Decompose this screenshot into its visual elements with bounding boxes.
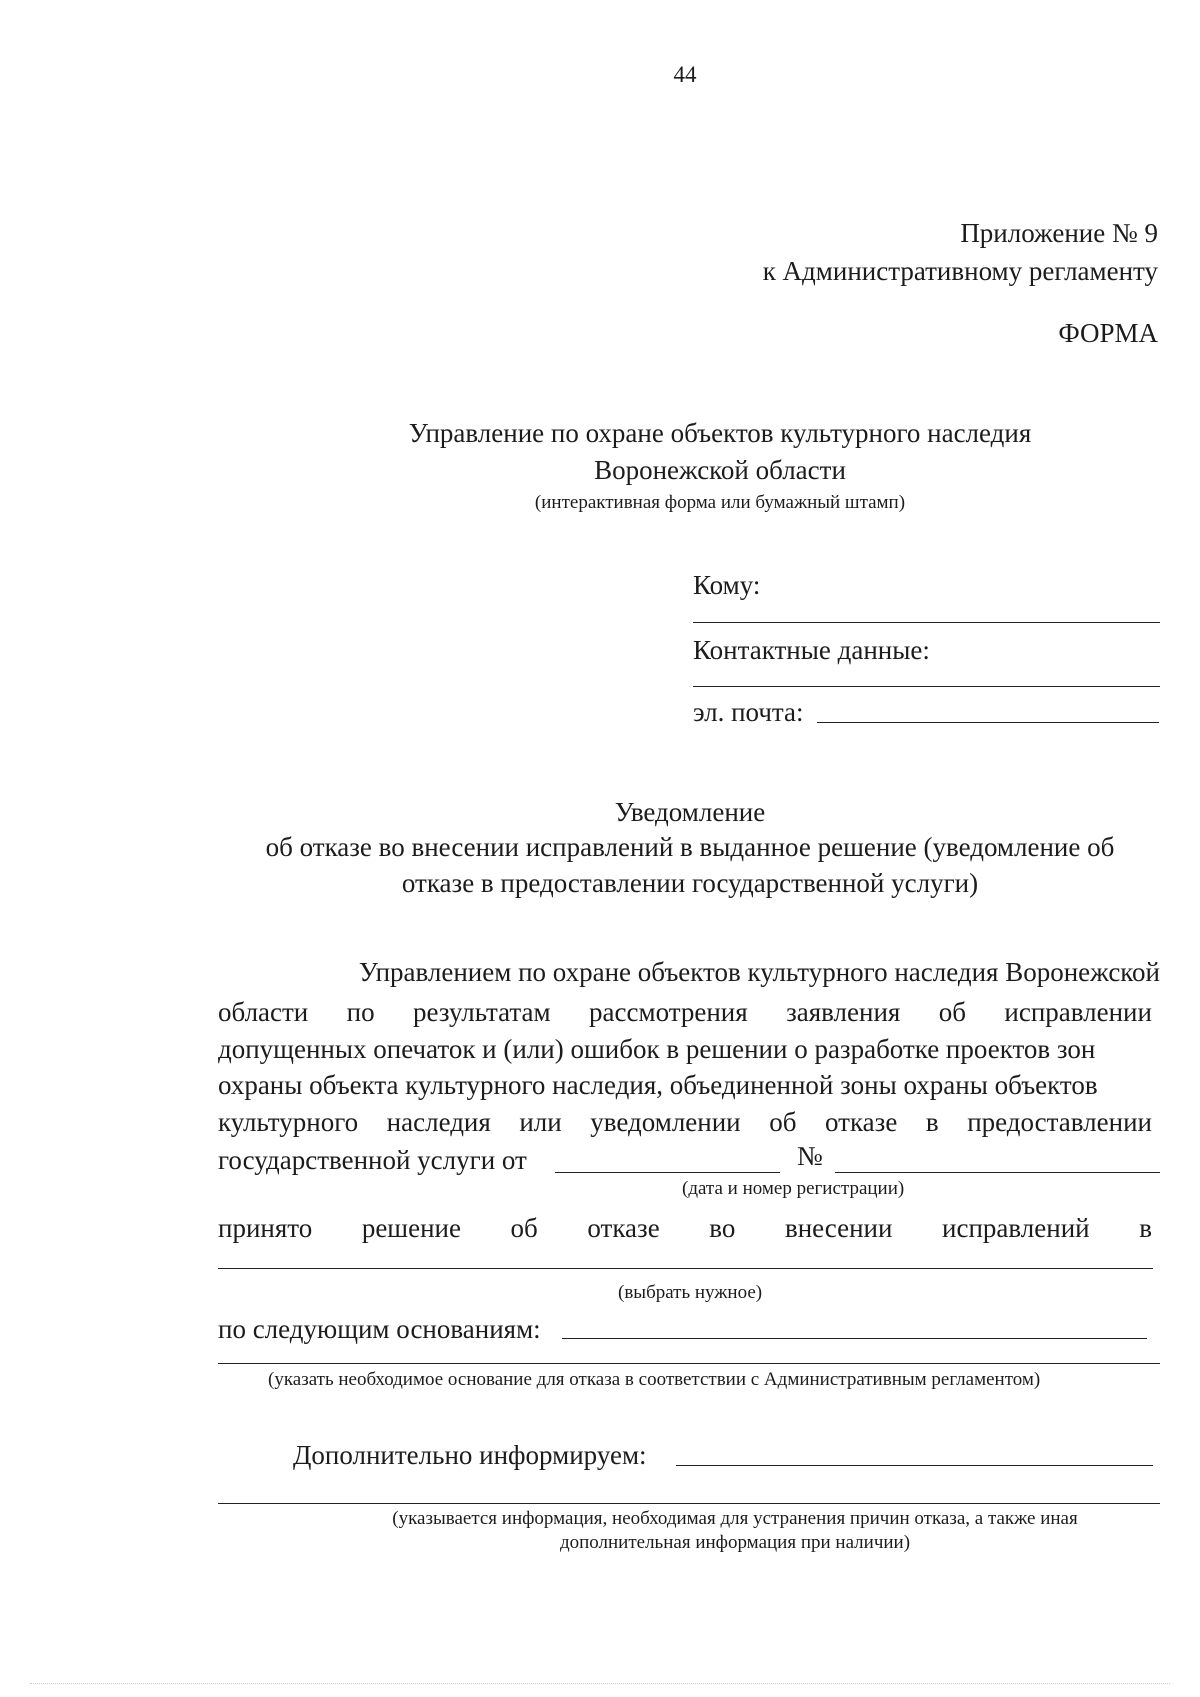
word: уведомлении: [590, 1107, 741, 1137]
word: об: [769, 1107, 797, 1137]
word: области: [218, 997, 309, 1027]
grounds-label: по следующим основаниям:: [218, 1314, 541, 1344]
word: по: [346, 997, 375, 1027]
body-line-5: [218, 1107, 1152, 1138]
organization-name-line1: Управление по охране объектов культурного наследия: [408, 418, 1032, 448]
choose-hint: (выбрать нужное): [618, 1282, 763, 1303]
body-line-6-prefix: государственной услуги от: [218, 1145, 527, 1175]
additional-hint-line2: дополнительная информация при наличии): [559, 1532, 911, 1553]
word: принято: [218, 1213, 313, 1243]
form-label: ФОРМА: [1058, 318, 1158, 348]
appendix-label: Приложение № 9: [960, 218, 1158, 248]
word: отказе: [825, 1107, 898, 1137]
word: решение: [361, 1213, 461, 1243]
word: заявления: [786, 997, 901, 1027]
word: исправлении: [1004, 997, 1152, 1027]
body-line-1: Управлением по охране объектов культурного наследия Воронежской: [358, 957, 1160, 987]
word: культурного: [218, 1107, 359, 1137]
organization-note: (интерактивная форма или бумажный штамп): [534, 492, 906, 513]
additional-hint-line1: (указывается информация, необходимая для устранения причин отказа, а также иная: [392, 1508, 1078, 1529]
body-line-3: допущенных опечаток и (или) ошибок в решении о разработке проектов зон: [218, 1034, 1096, 1064]
body-line-7: [218, 1213, 1152, 1244]
word: внесении: [784, 1213, 893, 1243]
word: об: [510, 1213, 538, 1243]
regulation-label: к Административному регламенту: [762, 256, 1158, 286]
date-hint: (дата и номер регистрации): [682, 1178, 905, 1199]
notice-subtitle-line1: об отказе во внесении исправлений в выданное решение (уведомление об: [265, 832, 1115, 862]
registration-number-field[interactable]: [835, 1172, 1160, 1173]
notice-title: Уведомление: [614, 797, 766, 827]
word: в: [925, 1107, 939, 1137]
word: рассмотрения: [589, 997, 748, 1027]
word: или: [519, 1107, 562, 1137]
scan-edge-artifact: [30, 1683, 1170, 1684]
recipient-label: Кому:: [693, 570, 761, 600]
grounds-hint: (указать необходимое основание для отказа в соответствии с Административным регламентом): [268, 1369, 1041, 1390]
number-sign: №: [797, 1141, 823, 1171]
organization-name-line2: Воронежской области: [594, 455, 846, 485]
recipient-field[interactable]: [693, 622, 1160, 623]
notice-subtitle-line2: отказе в предоставлении государственной услуги): [401, 868, 979, 898]
word: предоставлении: [967, 1107, 1152, 1137]
page-number: 44: [673, 62, 697, 87]
word: исправлений: [942, 1213, 1090, 1243]
word: в: [1139, 1213, 1152, 1243]
grounds-field[interactable]: [562, 1338, 1147, 1339]
word: наследия: [386, 1107, 491, 1137]
additional-info-label: Дополнительно информируем:: [293, 1440, 647, 1470]
body-line-2: [218, 997, 1152, 1028]
email-label: эл. почта:: [693, 697, 804, 727]
email-field[interactable]: [817, 722, 1159, 723]
decision-choice-field[interactable]: [218, 1268, 1153, 1269]
grounds-field-line2[interactable]: [218, 1363, 1160, 1364]
word: об: [938, 997, 966, 1027]
additional-info-field-line2[interactable]: [218, 1503, 1160, 1504]
registration-date-field[interactable]: [555, 1172, 780, 1173]
word: отказе: [587, 1213, 660, 1243]
word: результатам: [413, 997, 551, 1027]
body-line-4: охраны объекта культурного наследия, объединенной зоны охраны объектов: [218, 1070, 1098, 1100]
additional-info-field[interactable]: [676, 1465, 1153, 1466]
contacts-field[interactable]: [693, 686, 1160, 687]
contacts-label: Контактные данные:: [693, 635, 930, 665]
word: во: [709, 1213, 736, 1243]
